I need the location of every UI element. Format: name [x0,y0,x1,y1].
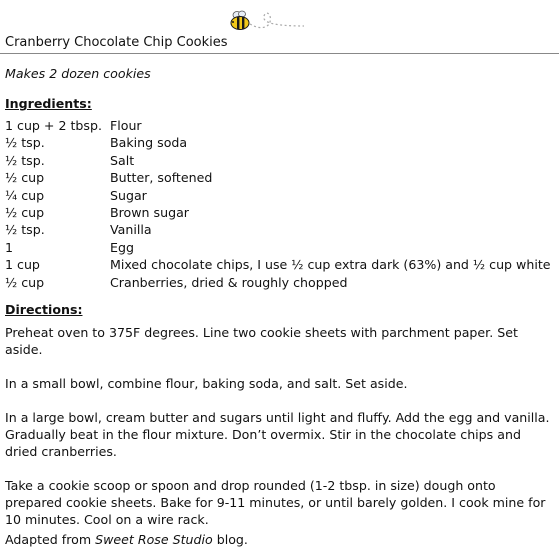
ingredient-quantity: ½ tsp. [5,222,45,238]
ingredient-row [5,134,557,151]
ingredient-name: Sugar [110,187,147,203]
ingredient-row [5,274,557,291]
ingredient-quantity: ½ tsp. [5,135,45,151]
direction-step: In a small bowl, combine flour, baking soda, and salt. Set aside. [5,376,408,391]
ingredient-row [5,221,557,238]
ingredient-row [5,117,557,134]
ingredient-name: Baking soda [110,135,188,151]
ingredient-row [5,256,557,273]
bee-icon [228,8,306,34]
ingredient-name: Butter, softened [110,170,213,186]
ingredient-row [5,204,557,221]
ingredient-row [5,187,557,204]
ingredient-name: Flour [110,118,142,133]
ingredient-name: Brown sugar [110,204,189,220]
ingredient-quantity: 1 [5,239,14,255]
credit-suffix: blog. [212,532,248,547]
credit-source: Sweet Rose Studio [95,532,213,547]
ingredient-quantity: ½ cup [5,170,45,186]
ingredient-name: Salt [110,152,135,168]
ingredient-name: Cranberries, dried & roughly chopped [110,274,348,290]
ingredient-row [5,152,557,169]
ingredient-row [5,169,557,186]
ingredient-quantity: ½ tsp. [5,152,45,168]
credit-prefix: Adapted from [5,532,96,547]
ingredient-quantity: ½ cup [5,274,45,290]
ingredients-list [5,117,557,291]
ingredient-name: Vanilla [110,222,152,238]
ingredients-heading: Ingredients: [5,96,92,111]
recipe-title: Cranberry Chocolate Chip Cookies [5,35,228,50]
ingredient-quantity: 1 cup + 2 tbsp. [5,118,102,133]
recipe-credit [5,532,248,547]
direction-step: Take a cookie scoop or spoon and drop rounded (1-2 tbsp. in size) dough onto prepared cookie sheets. Bake for 9-11 minutes, or until barely golden. I cook mine for 10 minutes. Cool on a wire rack. [5,478,546,527]
directions-list [5,324,555,545]
ingredient-name: Mixed chocolate chips, I use ½ cup extra dark (63%) and ½ cup white [110,257,551,273]
direction-step: Preheat oven to 375F degrees. Line two cookie sheets with parchment paper. Set aside. [5,325,518,357]
ingredient-row [5,239,557,256]
recipe-yield: Makes 2 dozen cookies [5,66,151,81]
title-divider [0,53,559,54]
directions-heading: Directions: [5,302,83,317]
direction-step: In a large bowl, cream butter and sugars until light and fluffy. Add the egg and vanilla. Gradually beat in the flour mixture. Don’t overmix. Stir in the chocolate chips and dried cranberries. [5,410,550,459]
ingredient-name: Egg [110,239,134,255]
ingredient-quantity: ½ cup [5,204,45,220]
ingredient-quantity: 1 cup [5,257,40,273]
ingredient-quantity: ¼ cup [5,187,45,203]
